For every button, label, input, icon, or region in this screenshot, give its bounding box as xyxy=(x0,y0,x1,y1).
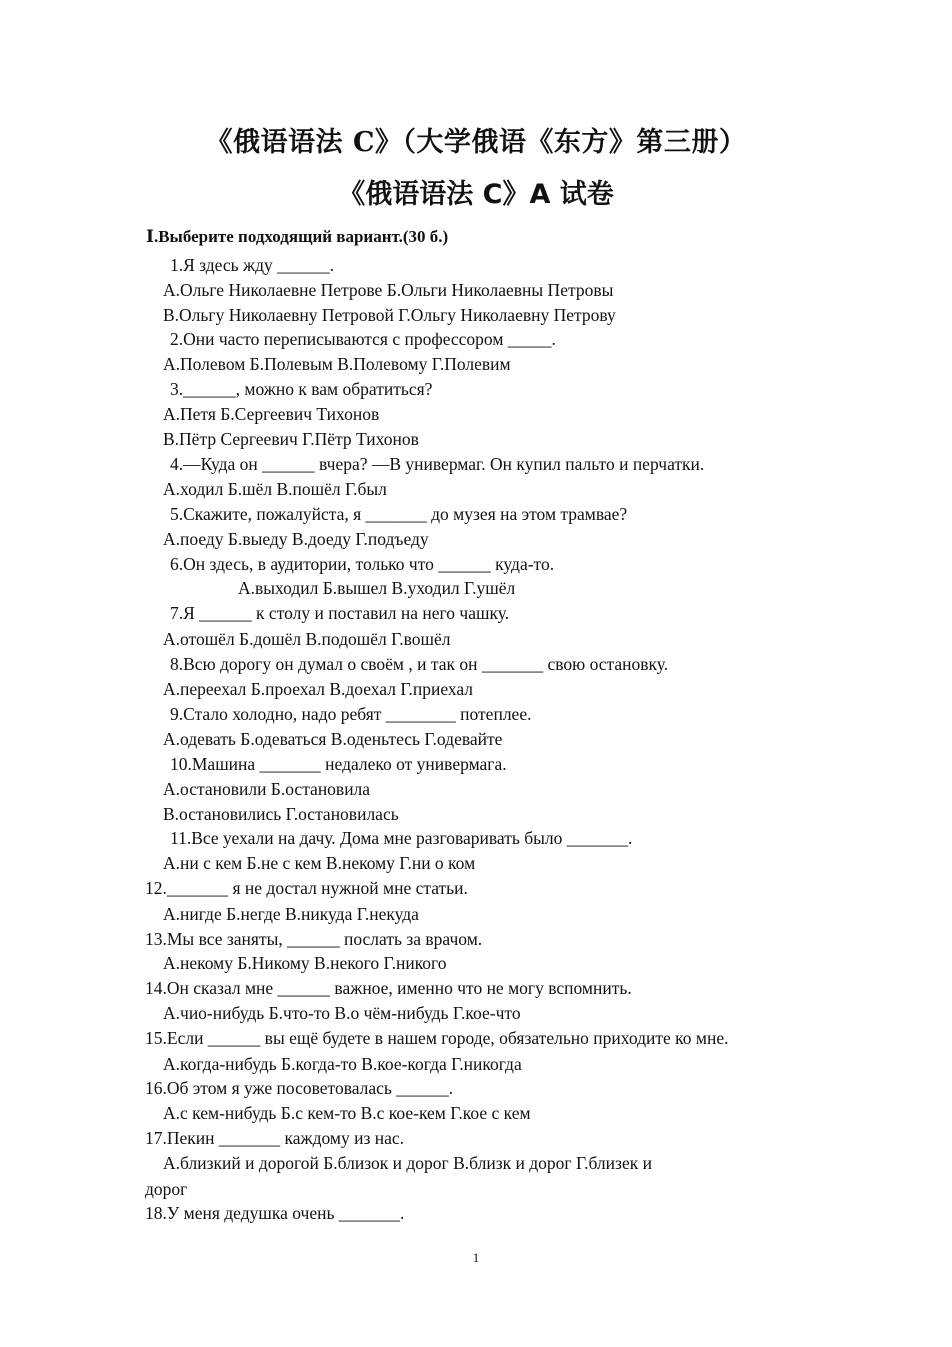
answer-options: А.Полевом Б.Полевым В.Полевому Г.Полевим xyxy=(163,354,511,374)
question-line: 17.Пекин _______ каждому из нас. xyxy=(145,1128,405,1148)
answer-options: А.одевать Б.одеваться В.оденьтесь Г.одевайте xyxy=(163,729,503,749)
question-line: 10.Машина _______ недалеко от универмага. xyxy=(170,754,507,774)
answer-options: А.некому Б.Никому В.некого Г.никого xyxy=(163,953,447,973)
answer-options: А.чио-нибудь Б.что-то В.о чём-нибудь Г.кое-что xyxy=(163,1003,521,1023)
answer-options: А.отошёл Б.дошёл В.подошёл Г.вошёл xyxy=(163,629,451,649)
question-line: 13.Мы все заняты, ______ послать за врачом. xyxy=(145,929,483,949)
answer-options: А.поеду Б.выеду В.доеду Г.подъеду xyxy=(163,529,429,549)
answer-options: А.Ольге Николаевне Петрове Б.Ольги Николаевны Петровы xyxy=(163,280,614,300)
question-line: 8.Всю дорогу он думал о своём , и так он _______ свою остановку. xyxy=(170,654,669,674)
answer-options: А.близкий и дорогой Б.близок и дорог В.близк и дорог Г.близек и xyxy=(163,1153,652,1173)
question-line: 14.Он сказал мне ______ важное, именно что не могу вспомнить. xyxy=(145,978,632,998)
answer-options: А.нигде Б.негде В.никуда Г.некуда xyxy=(163,904,419,924)
question-line: 7.Я ______ к столу и поставил на него чашку. xyxy=(170,603,510,623)
question-line: 16.Об этом я уже посоветовалась ______. xyxy=(145,1078,454,1098)
document-title: 《俄语语法 C》（大学俄语《东方》第三册） xyxy=(205,127,747,158)
answer-options: А.Петя Б.Сергеевич Тихонов xyxy=(163,404,380,424)
answer-options: В.Ольгу Николаевну Петровой Г.Ольгу Николаевну Петрову xyxy=(163,305,616,325)
answer-options: А.выходил Б.вышел В.уходил Г.ушёл xyxy=(238,578,516,598)
answer-options: А.остановили Б.остановила xyxy=(163,779,371,799)
question-line: 12._______ я не достал нужной мне статьи. xyxy=(145,878,468,898)
answer-options-continued: дорог xyxy=(145,1179,188,1199)
section-heading: Ⅰ.Выберите подходящий вариант.(30 б.) xyxy=(146,227,449,246)
answer-options: А.переехал Б.проехал В.доехал Г.приехал xyxy=(163,679,474,699)
question-line: 6.Он здесь, в аудитории, только что ______ куда-то. xyxy=(170,554,555,574)
answer-options: А.ходил Б.шёл В.пошёл Г.был xyxy=(163,479,387,499)
answer-options: В.остановились Г.остановилась xyxy=(163,804,399,824)
answer-options: А.когда-нибудь Б.когда-то В.кое-когда Г.никогда xyxy=(163,1054,522,1074)
answer-options: В.Пётр Сергеевич Г.Пётр Тихонов xyxy=(163,429,419,449)
question-line: 15.Если ______ вы ещё будете в нашем городе, обязательно приходите ко мне. xyxy=(145,1028,729,1048)
question-line: 11.Все уехали на дачу. Дома мне разговаривать было _______. xyxy=(170,828,633,848)
question-line: 4.—Куда он ______ вчера? —В универмаг. Он купил пальто и перчатки. xyxy=(170,454,705,474)
answer-options: А.ни с кем Б.не с кем В.некому Г.ни о ком xyxy=(163,853,476,873)
question-line: 9.Стало холодно, надо ребят ________ потеплее. xyxy=(170,704,532,724)
question-line: 2.Они часто переписываются с профессором _____. xyxy=(170,329,556,349)
question-line: 5.Скажите, пожалуйста, я _______ до музея на этом трамвае? xyxy=(170,504,628,524)
question-line: 1.Я здесь жду ______. xyxy=(170,255,334,275)
document-subtitle: 《俄语语法 C》A 试卷 xyxy=(338,179,614,210)
answer-options: А.с кем-нибудь Б.с кем-то В.с кое-кем Г.кое с кем xyxy=(163,1103,531,1123)
question-line: 18.У меня дедушка очень _______. xyxy=(145,1203,405,1223)
question-line: 3.______, можно к вам обратиться? xyxy=(170,379,433,399)
page-number: 1 xyxy=(472,1250,480,1265)
